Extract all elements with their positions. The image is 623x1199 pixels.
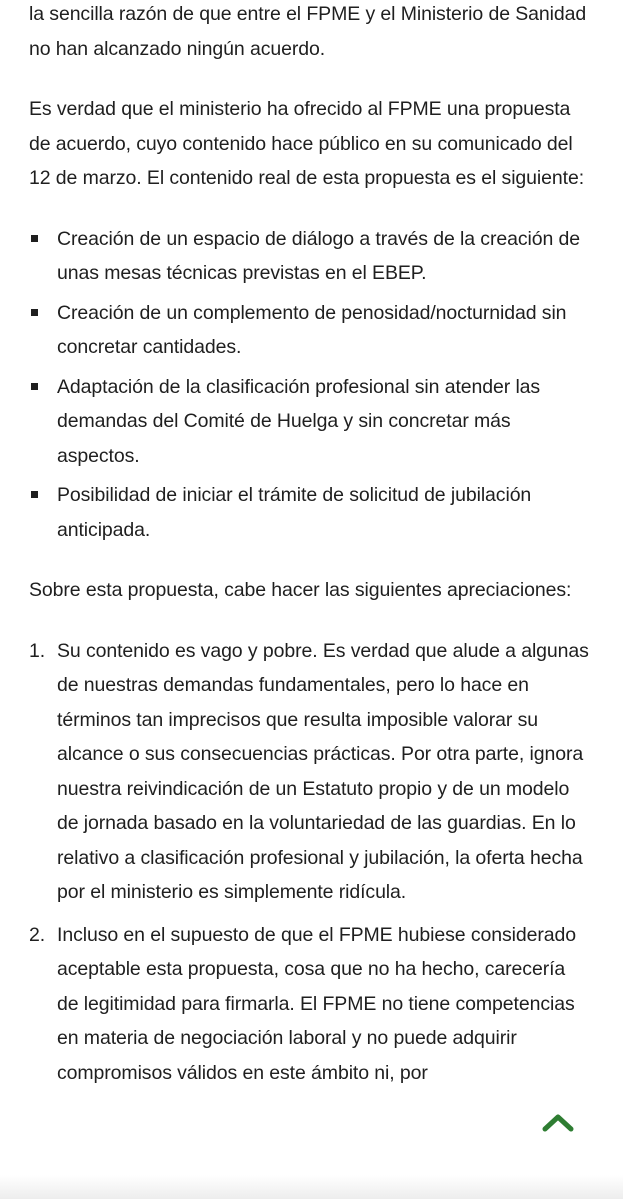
bottom-fade [0, 1175, 623, 1199]
scroll-to-top-button[interactable] [520, 1100, 596, 1144]
assessment-intro: Sobre esta propuesta, cabe hacer las siguientes apreciaciones: [29, 579, 572, 601]
square-bullet-icon [31, 491, 38, 498]
list-item-text: Creación de un complemento de penosidad/nocturnidad sin concretar cantidades. [57, 301, 567, 358]
list-item [29, 478, 589, 547]
list-item [29, 222, 589, 291]
list-item-text: Adaptación de la clasificación profesional sin atender las demandas del Comité de Huelga y sin concretar más aspectos. [57, 375, 541, 467]
list-item-text: Incluso en el supuesto de que el FPME hubiese considerado aceptable esta propuesta, cosa que no ha hecho, carecería de legitimidad para firmarla. El FPME no tiene competencias en materia de negociación laboral y no puede adquirir compromisos válidos en este ámbito ni, por [57, 923, 576, 1084]
list-item [29, 918, 589, 1091]
assessment-list [29, 634, 589, 1091]
chevron-up-icon [541, 1111, 575, 1133]
list-item-number: 1. [29, 639, 46, 662]
intro-paragraph: la sencilla razón de que entre el FPME y el Ministerio de Sanidad no han alcanzado ningún acuerdo. [29, 3, 587, 60]
list-item [29, 634, 589, 910]
proposal-list [29, 222, 589, 548]
square-bullet-icon [31, 235, 38, 242]
list-item-number: 2. [29, 923, 46, 946]
proposal-paragraph: Es verdad que el ministerio ha ofrecido al FPME una propuesta de acuerdo, cuyo contenido hace público en su comunicado del 12 de marzo. El contenido real de esta propuesta es el siguiente: [29, 98, 585, 189]
square-bullet-icon [31, 383, 38, 390]
list-item-text: Creación de un espacio de diálogo a través de la creación de unas mesas técnicas previstas en el EBEP. [57, 227, 581, 284]
article-body [29, 0, 589, 1098]
list-item [29, 370, 589, 474]
list-item-text: Su contenido es vago y pobre. Es verdad que alude a algunas de nuestras demandas fundamentales, pero lo hace en términos tan imprecisos que resulta imposible valorar su alcance o sus consecuencias prácticas. Por otra parte, ignora nuestra reivindicación de un Estatuto propio y de un modelo de jornada basado en la voluntariedad de las guardias. En lo relativo a clasificación profesional y jubilación, la oferta hecha por el ministerio es simplemente ridícula. [57, 639, 589, 903]
list-item [29, 296, 589, 365]
square-bullet-icon [31, 309, 38, 316]
list-item-text: Posibilidad de iniciar el trámite de solicitud de jubilación anticipada. [57, 484, 532, 541]
